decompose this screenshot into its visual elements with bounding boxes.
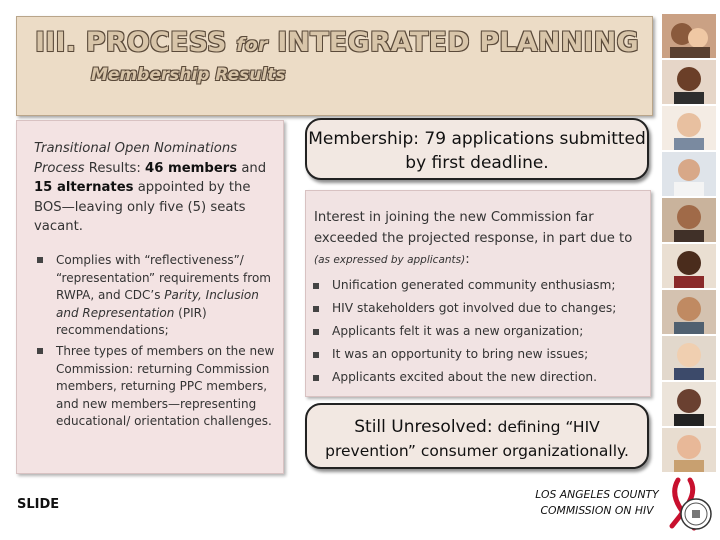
person-photo bbox=[662, 244, 716, 288]
person-photo bbox=[662, 428, 716, 472]
person-photo bbox=[662, 382, 716, 426]
reason-item: Applicants felt it was a new organization; bbox=[332, 324, 583, 338]
bullet-square-icon bbox=[313, 375, 319, 381]
slide-subtitle: Membership Results bbox=[91, 65, 286, 85]
unresolved-callout: Still Unresolved: defining “HIV prevention” consumer organizationally. bbox=[305, 403, 649, 469]
person-photo bbox=[662, 14, 716, 58]
bullet-square-icon bbox=[313, 352, 319, 358]
person-photo bbox=[662, 152, 716, 196]
bullet-square-icon bbox=[313, 283, 319, 289]
interest-intro: Interest in joining the new Commission far exceeded the projected response, in part due to (as expressed by applicants): bbox=[314, 210, 633, 267]
interest-panel bbox=[305, 190, 651, 397]
slide-header bbox=[16, 16, 653, 116]
bullet-item: Complies with “reflectiveness”/ “representation” requirements from RWPA, and CDC’s Parity, Inclusion and Representation (PIR) recommendations; bbox=[56, 252, 278, 340]
county-seal-icon bbox=[664, 476, 716, 534]
slide-title: III. PROCESS for INTEGRATED PLANNING bbox=[35, 27, 639, 58]
slide-label: SLIDE bbox=[17, 497, 60, 512]
membership-callout: Membership: 79 applications submitted by first deadline. bbox=[305, 118, 649, 180]
reason-item: It was an opportunity to bring new issues; bbox=[332, 347, 588, 361]
people-photo-strip-icon bbox=[662, 14, 716, 480]
bullet-item: Three types of members on the new Commission: returning Commission members, returning PPC members, and new members—representing educational/ orientation challenges. bbox=[56, 343, 278, 431]
nominations-results-panel bbox=[16, 120, 284, 474]
bullet-square-icon bbox=[37, 348, 43, 354]
bullet-square-icon bbox=[313, 306, 319, 312]
person-photo bbox=[662, 106, 716, 150]
nominations-summary: Transitional Open Nominations Process Results: 46 members and 15 alternates appointed by the BOS—leaving only five (5) seats vacant. bbox=[34, 141, 267, 234]
person-photo bbox=[662, 336, 716, 380]
person-photo bbox=[662, 60, 716, 104]
bullet-square-icon bbox=[313, 329, 319, 335]
reason-item: Unification generated community enthusiasm; bbox=[332, 278, 616, 292]
reason-item: Applicants excited about the new direction. bbox=[332, 370, 597, 384]
person-photo bbox=[662, 198, 716, 242]
bullet-square-icon bbox=[37, 257, 43, 263]
reason-item: HIV stakeholders got involved due to changes; bbox=[332, 301, 616, 315]
person-photo bbox=[662, 290, 716, 334]
organization-name: LOS ANGELES COUNTY COMMISSION ON HIV bbox=[535, 488, 659, 517]
